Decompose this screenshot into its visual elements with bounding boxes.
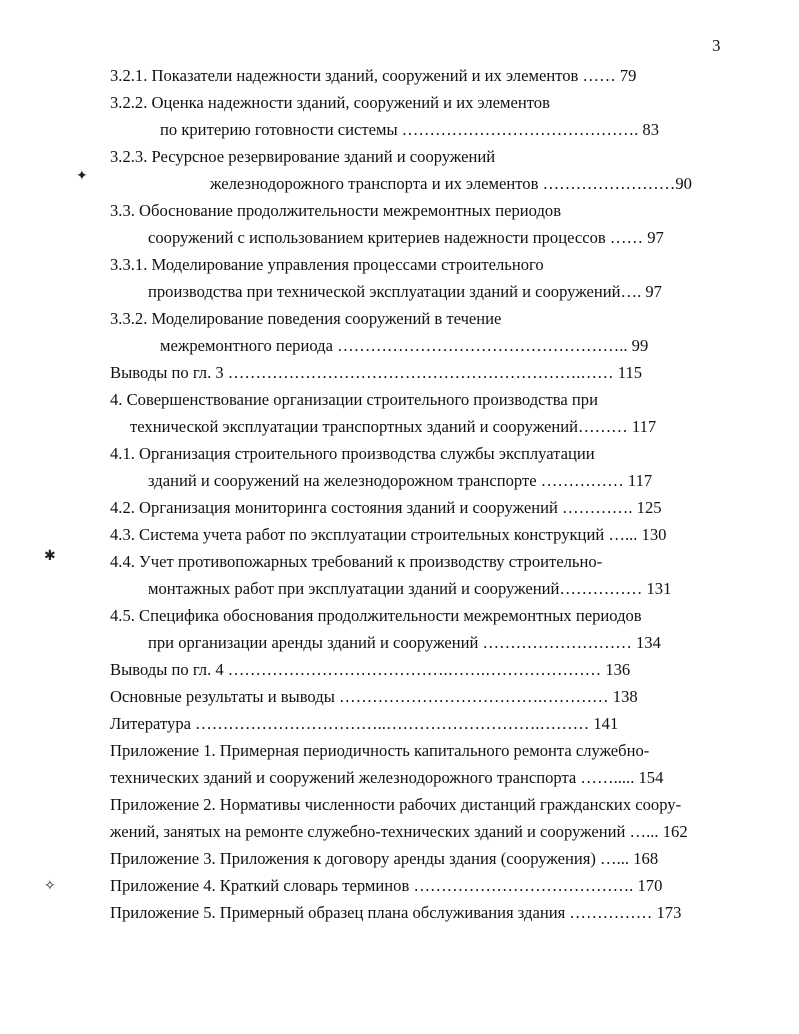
page-number: 3	[712, 36, 721, 55]
toc-entry: 4.2. Организация мониторинга состояния зданий и сооружений …………. 125	[110, 498, 662, 517]
toc-entry: 3.2.1. Показатели надежности зданий, сооружений и их элементов …… 79	[110, 66, 637, 85]
toc-entry: Приложение 4. Краткий словарь терминов …………………………………. 170	[110, 876, 663, 895]
toc-entry: Выводы по гл. 3 ……………………………………………………….…… 115	[110, 363, 643, 382]
toc-entry: железнодорожного транспорта и их элементов ……………………90	[210, 174, 692, 193]
toc-entry: 4.1. Организация строительного производства службы эксплуатации	[110, 444, 595, 463]
toc-entry: 3.3.2. Моделирование поведения сооружений в течение	[110, 309, 502, 328]
toc-entry: 3.3.1. Моделирование управления процессами строительного	[110, 255, 544, 274]
toc-entry: 4. Совершенствование организации строительного производства при	[110, 390, 598, 409]
toc-entry: Приложение 1. Примерная периодичность капитального ремонта служебно-	[110, 741, 650, 760]
toc-entry: 4.4. Учет противопожарных требований к производству строительно-	[110, 552, 603, 571]
toc-entry: Литература ……………………………..……………………….……… 141	[110, 714, 619, 733]
toc-entry: производства при технической эксплуатации зданий и сооружений…. 97	[148, 282, 662, 301]
toc-entry: технической эксплуатации транспортных зданий и сооружений……… 117	[130, 417, 657, 436]
toc-entry: сооружений с использованием критериев надежности процессов …… 97	[148, 228, 664, 247]
toc-entry: 3.3. Обоснование продолжительности межремонтных периодов	[110, 201, 562, 220]
toc-entry: Основные результаты и выводы ……………………………….………… 138	[110, 687, 638, 706]
toc-entry: Приложение 2. Нормативы численности рабочих дистанций гражданских соору-	[110, 795, 682, 814]
scan-mark: ✧	[44, 879, 56, 894]
toc-entry: межремонтного периода …………………………………………….. 99	[160, 336, 649, 355]
toc-entry: Приложение 3. Приложения к договору аренды здания (сооружения) …... 168	[110, 849, 659, 868]
scan-mark: ✦	[76, 169, 88, 184]
toc-entry: Приложение 5. Примерный образец плана обслуживания здания …………… 173	[110, 903, 682, 922]
toc-entry: зданий и сооружений на железнодорожном транспорте …………… 117	[148, 471, 653, 490]
toc-entry: при организации аренды зданий и сооружений ……………………… 134	[148, 633, 661, 652]
toc-entry: 4.5. Специфика обоснования продолжительности межремонтных периодов	[110, 606, 642, 625]
toc-entry: 4.3. Система учета работ по эксплуатации строительных конструкций …... 130	[110, 525, 667, 544]
toc-entry: монтажных работ при эксплуатации зданий и сооружений…………… 131	[148, 579, 672, 598]
toc-entry: 3.2.2. Оценка надежности зданий, сооружений и их элементов	[110, 93, 550, 112]
toc-entry: жений, занятых на ремонте служебно-технических зданий и сооружений …... 162	[110, 822, 688, 841]
toc-entry: 3.2.3. Ресурсное резервирование зданий и сооружений	[110, 147, 496, 166]
toc-entry: технических зданий и сооружений железнодорожного транспорта ……..... 154	[110, 768, 664, 787]
scan-mark: ✱	[44, 549, 56, 564]
toc-entry: Выводы по гл. 4 ………………………………….…….………………… 136	[110, 660, 631, 679]
toc-entry: по критерию готовности системы ……………………………………. 83	[160, 120, 660, 139]
